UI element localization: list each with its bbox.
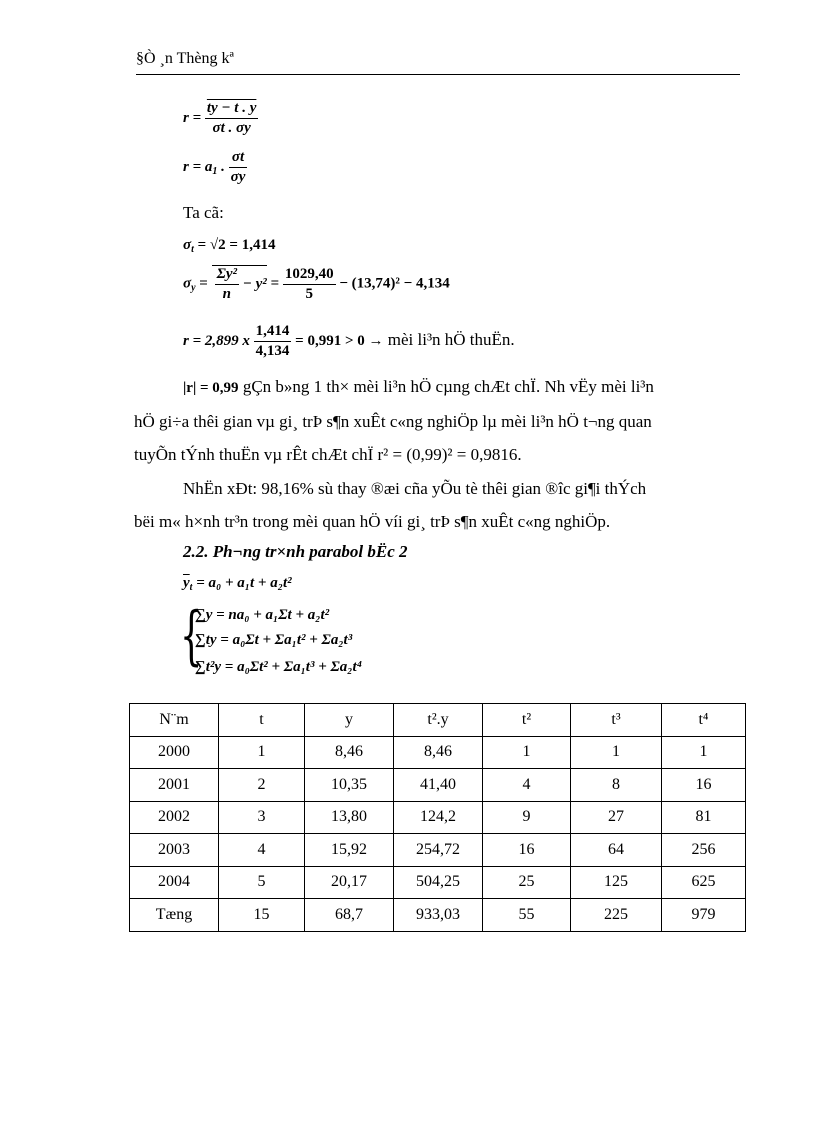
table-cell: 2000 <box>130 736 219 769</box>
abs-r-value: |r| = 0,99 <box>183 380 239 396</box>
formula-sigma-y: $\sigma_y$ = $\frac{\text{Σy²}}{n}$ − y² = $\frac{1029,40}{5}$ − (13,74)² − 4,134 <box>183 265 450 302</box>
table-cell: 1 <box>571 736 662 769</box>
paragraph-line: NhËn xÐt: 98,16% sù thay ®æi cña yÕu tè thêi gian ®îc gi¶i thÝch <box>183 479 647 498</box>
table-cell: 10,35 <box>305 769 394 802</box>
formula-lhs: r = <box>183 109 202 126</box>
formula-lhs: r = 2,899 x <box>183 332 250 349</box>
table-cell: 2001 <box>130 769 219 802</box>
formula-r-definition <box>183 100 258 137</box>
paragraph-correlation <box>134 370 740 471</box>
table-cell: 15 <box>219 899 305 932</box>
table-cell: 256 <box>662 834 746 867</box>
table-header-row <box>130 704 746 737</box>
system-equation-1: ∑y = na₀ + a₁Σt + a₂t² <box>195 607 330 623</box>
fraction-numerator: ty − t . y <box>205 100 259 119</box>
table-cell: 625 <box>662 866 746 899</box>
table-cell: 5 <box>219 866 305 899</box>
paragraph-text: gÇn b»ng 1 th× mèi li³n hÖ cµng chÆt chÏ. Nh vËy mèi li³n <box>242 377 654 396</box>
system-equation-3: ∑t²y = a₀Σt² + Σa₁t³ + Σa₂t⁴ <box>195 659 362 675</box>
table-cell: 225 <box>571 899 662 932</box>
formula-r-alternative <box>183 149 247 186</box>
system-brace: { <box>180 599 203 673</box>
table-header-cell: t³ <box>571 704 662 737</box>
subscript: 1 <box>212 165 218 177</box>
formula-rhs: − (13,74)² − 4,134 <box>339 275 450 292</box>
fraction <box>254 323 292 360</box>
table-cell: 1 <box>219 736 305 769</box>
table-cell: 15,92 <box>305 834 394 867</box>
table-cell: 125 <box>571 866 662 899</box>
table-header-cell: N¨m <box>130 704 219 737</box>
paragraph-line: tuyÕn tÝnh thuËn vµ rÊt chÆt chÏ r² = (0,99)² = 0,9816. <box>134 445 522 464</box>
fraction <box>283 266 336 303</box>
data-table <box>129 703 746 932</box>
table-cell: 1 <box>483 736 571 769</box>
section-heading: 2.2. Ph¬ng tr×nh parabol bËc 2 <box>183 542 408 561</box>
fraction-denominator: σy <box>230 169 246 185</box>
table-cell: 124,2 <box>394 801 483 834</box>
table-cell: 4 <box>219 834 305 867</box>
dot-operator: . <box>217 158 229 175</box>
header-title: §Ò ¸n Thèng kª <box>136 50 234 67</box>
table-cell: 55 <box>483 899 571 932</box>
table-cell: 4 <box>483 769 571 802</box>
fraction-denominator: 5 <box>305 285 313 302</box>
fraction <box>229 149 248 186</box>
table-header-cell: t².y <box>394 704 483 737</box>
table-cell: 13,80 <box>305 801 394 834</box>
table-total-row <box>130 899 746 932</box>
equation-system <box>195 607 362 684</box>
intro-text: Ta cã: <box>183 203 224 222</box>
table-cell: 8,46 <box>305 736 394 769</box>
table-header-cell: t <box>219 704 305 737</box>
fraction-denominator: n <box>222 286 231 302</box>
table-cell: 41,40 <box>394 769 483 802</box>
paragraph-line <box>134 370 740 405</box>
table-cell: 8 <box>571 769 662 802</box>
formula-lhs: r = a <box>183 158 213 175</box>
paragraph-line: hÖ gi÷a thêi gian vµ gi¸ trÞ s¶n xuÊt c«ng nghiÖp lµ mèi li³n hÖ t¬ng quan <box>134 412 652 431</box>
subscript: t <box>189 582 193 593</box>
fraction <box>205 100 259 137</box>
table-cell: 933,03 <box>394 899 483 932</box>
fraction-numerator: 1029,40 <box>283 266 336 285</box>
table-row <box>130 866 746 899</box>
table-cell: 16 <box>662 769 746 802</box>
fraction-numerator: σt <box>229 149 248 168</box>
fraction-denominator: 4,134 <box>255 343 290 359</box>
subscript: t <box>191 244 194 255</box>
table-row <box>130 801 746 834</box>
system-equation-2: ∑ty = a₀Σt + Σa₁t² + Σa₂t³ <box>195 632 353 648</box>
formula-conclusion: mèi li³n hÖ thuËn. <box>383 329 515 349</box>
radical <box>212 265 267 303</box>
formula-rhs: = √2 = 1,414 <box>197 237 276 253</box>
formula-rhs: = 0,991 > 0 → <box>295 332 384 349</box>
table-cell: 81 <box>662 801 746 834</box>
formula-sigma-t <box>183 237 275 254</box>
table-cell: 979 <box>662 899 746 932</box>
paragraph-remark <box>134 472 740 538</box>
table-row <box>130 769 746 802</box>
fraction-denominator: σt . σy <box>212 120 251 136</box>
table-cell: 16 <box>483 834 571 867</box>
table-cell: 2003 <box>130 834 219 867</box>
table-cell: 68,7 <box>305 899 394 932</box>
table-header-cell: t⁴ <box>662 704 746 737</box>
table-cell: 254,72 <box>394 834 483 867</box>
table-header-cell: t² <box>483 704 571 737</box>
table-cell: 64 <box>571 834 662 867</box>
table-cell: 3 <box>219 801 305 834</box>
sigma-symbol: σ <box>183 275 192 292</box>
sigma-symbol: σ <box>183 237 192 253</box>
table-cell: 2004 <box>130 866 219 899</box>
table-cell: 1 <box>662 736 746 769</box>
table-header-cell: y <box>305 704 394 737</box>
radical-tail: − y² <box>242 275 267 292</box>
table-cell: 2002 <box>130 801 219 834</box>
page-header <box>136 52 740 75</box>
table-cell: 8,46 <box>394 736 483 769</box>
table-row <box>130 736 746 769</box>
table-cell: 9 <box>483 801 571 834</box>
formula-r-calculation <box>183 323 515 360</box>
formula-trend <box>183 575 292 592</box>
table-cell: 27 <box>571 801 662 834</box>
trend-symbol: $\overline{y}$ <box>183 575 190 591</box>
table-cell: Tæng <box>130 899 219 932</box>
fraction <box>215 266 239 303</box>
fraction-numerator: Σy² <box>215 266 239 285</box>
subscript: y <box>191 282 196 294</box>
table-row <box>130 834 746 867</box>
fraction-numerator: 1,414 <box>254 323 292 342</box>
table-cell: 20,17 <box>305 866 394 899</box>
table-cell: 504,25 <box>394 866 483 899</box>
paragraph-line: bëi m« h×nh tr³n trong mèi quan hÖ víi gi¸ trÞ s¶n xuÊt c«ng nghiÖp. <box>134 512 611 531</box>
table-cell: 2 <box>219 769 305 802</box>
formula-rhs: = a₀ + a₁t + a₂t² <box>196 575 292 591</box>
table-cell: 25 <box>483 866 571 899</box>
